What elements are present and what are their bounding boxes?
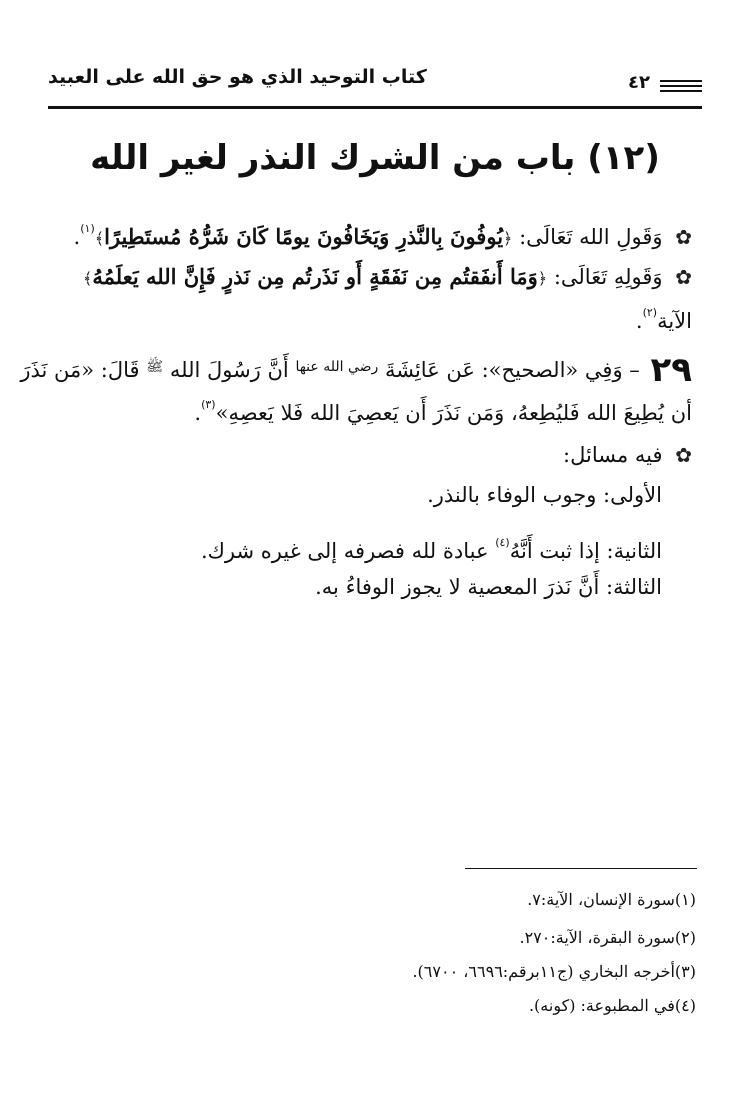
footnote-2: (٢)سورة البقرة، الآية:٢٧٠.	[519, 928, 696, 947]
header-rule	[48, 106, 702, 109]
footnote-1: (١)سورة الإنسان، الآية:٧.	[527, 890, 696, 909]
honorific-prophet: ﷺ	[146, 359, 164, 375]
book-title: كتاب التوحيد الذي هو حق الله على العبيد	[48, 66, 427, 88]
flower-ornament-icon: ✿	[675, 265, 692, 289]
page-number: ٤٢	[628, 72, 650, 93]
honorific-aisha: رضي الله عنها	[295, 359, 379, 375]
quran-open-bracket: ﴿	[503, 229, 513, 248]
running-header	[48, 66, 702, 104]
footnote-ref-1: (١)	[80, 222, 95, 235]
footnote-ref-2: (٢)	[642, 306, 658, 319]
issue-item-3: الثالثة: أَنَّ نَذرَ المعصية لا يجوز الوفاءُ به.	[315, 575, 662, 599]
verse-line-2	[83, 262, 692, 294]
issue-item-2-start: الثانية: إذا ثبت أَنَّهُ	[509, 539, 662, 563]
verse-line-1	[74, 214, 692, 254]
quran-close-bracket: ﴾	[94, 229, 105, 248]
footnote-separator	[465, 868, 697, 869]
footnote-4: (٤)في المطبوعة: (كونه).	[528, 996, 696, 1015]
hadith-number: ٢٩	[650, 350, 692, 390]
verse1-text: يُوفُونَ بِالنَّذرِ وَيَخَافُونَ يومًا كَانَ شَرُّهُ مُستَطِيرًا	[104, 224, 504, 249]
issue-item-2-rest: عبادة لله فصرفه إلى غيره شرك.	[200, 539, 489, 563]
flower-ornament-icon: ✿	[675, 225, 692, 249]
verse-line-2-continuation	[636, 298, 692, 336]
issue-item-1: الأولى: وجوب الوفاء بالنذر.	[427, 483, 662, 507]
verse2-intro: وَقَولِهِ تَعَالَى:	[553, 265, 663, 289]
footnote-ref-4: (٤)	[495, 536, 510, 549]
quran-close-bracket: ﴾	[82, 269, 93, 288]
quran-open-bracket: ﴿	[537, 269, 548, 288]
verse2-end: .	[635, 309, 643, 333]
verse2-continuation: الآية	[657, 309, 692, 333]
verse2-text: وَمَا أَنفَقتُم مِن نَفَقَةٍ أَو نَذَرتُم مِن نَذرٍ فَإِنَّ الله يَعلَمُهُ	[92, 264, 538, 289]
footnote-3: (٣)أخرجه البخاري (ج١١برقم:٦٦٩٦، ٦٧٠٠).	[412, 962, 696, 981]
hadith-line-1	[20, 350, 692, 390]
flower-ornament-icon: ✿	[675, 443, 692, 467]
issue-item-2	[201, 528, 662, 566]
verse1-end: .	[73, 225, 81, 249]
issues-heading-text: فيه مسائل:	[563, 443, 663, 467]
chapter-title: (١٢) باب من الشرك النذر لغير الله	[90, 138, 660, 178]
hadith-line1c: قَالَ: «مَن نَذَرَ	[20, 358, 140, 382]
issues-heading	[563, 440, 692, 470]
hadith-line2: أن يُطِيعَ الله فَليُطِعهُ، وَمَن نَذَرَ أَن يَعصِيَ الله فَلا يَعصِهِ»	[215, 401, 692, 425]
hadith-line1b: أَنَّ رَسُولَ الله	[169, 358, 289, 382]
hadith-line1: – وَفِي «الصحيح»: عَن عَائِشَةَ	[384, 358, 640, 382]
hadith-end: .	[194, 401, 202, 425]
verse1-intro: وَقَولِ الله تَعَالَى:	[519, 225, 663, 249]
header-ornament-lines	[660, 80, 702, 95]
hadith-line-2	[194, 390, 692, 428]
footnote-ref-3: (٣)	[201, 398, 216, 411]
